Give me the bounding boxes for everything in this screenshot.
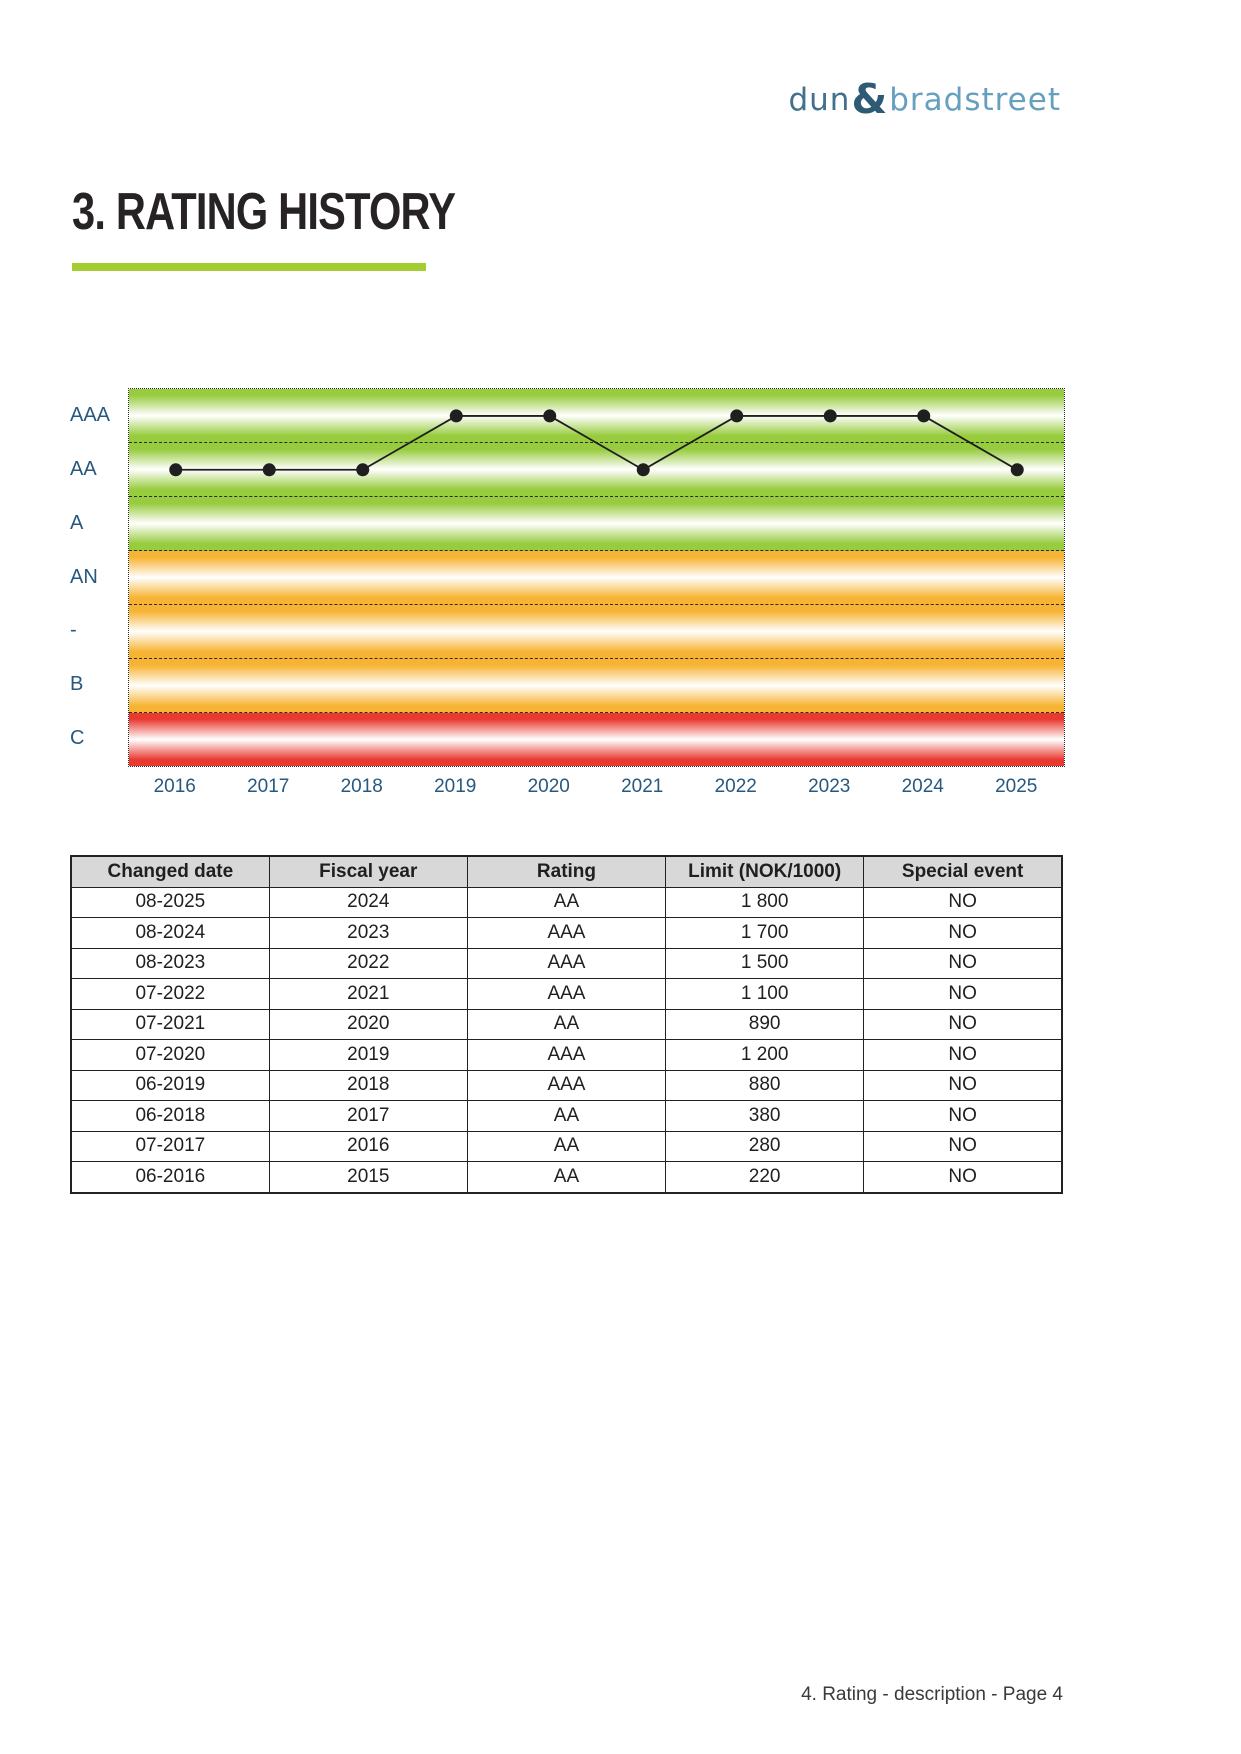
column-header: Rating xyxy=(467,856,665,887)
column-header: Limit (NOK/1000) xyxy=(666,856,864,887)
y-axis-label: AA xyxy=(70,457,97,480)
x-axis-label: 2019 xyxy=(434,776,477,797)
dun-bradstreet-logo xyxy=(788,72,1061,123)
table-cell: NO xyxy=(864,887,1062,918)
table-cell: 2018 xyxy=(269,1070,467,1101)
table-cell: 1 700 xyxy=(666,918,864,949)
table-cell: 2015 xyxy=(269,1162,467,1193)
table-cell: AA xyxy=(467,1131,665,1162)
table-cell: AAA xyxy=(467,1070,665,1101)
rating-band xyxy=(129,551,1064,605)
title-accent-bar xyxy=(72,263,426,271)
column-header: Changed date xyxy=(71,856,269,887)
x-axis-label: 2022 xyxy=(714,776,757,797)
table-cell: NO xyxy=(864,979,1062,1010)
y-axis-label: A xyxy=(70,511,84,534)
table-row xyxy=(71,1040,1062,1071)
rating-bands xyxy=(129,389,1064,766)
chart-x-axis xyxy=(128,774,1063,800)
rating-band xyxy=(129,605,1064,659)
table-row xyxy=(71,979,1062,1010)
table-cell: 06-2018 xyxy=(71,1101,269,1132)
table-cell: AAA xyxy=(467,979,665,1010)
page-title: 3. RATING HISTORY xyxy=(72,183,456,241)
table-cell: NO xyxy=(864,1040,1062,1071)
rating-history-table xyxy=(70,855,1063,1194)
table-cell: NO xyxy=(864,1070,1062,1101)
table-row xyxy=(71,1070,1062,1101)
y-axis-label: - xyxy=(70,619,77,642)
table-cell: NO xyxy=(864,948,1062,979)
column-header: Special event xyxy=(864,856,1062,887)
table-cell: 220 xyxy=(666,1162,864,1193)
table-cell: AA xyxy=(467,887,665,918)
x-axis-label: 2025 xyxy=(995,776,1038,797)
table-header-row xyxy=(71,856,1062,887)
logo-bradstreet-text: bradstreet xyxy=(889,82,1061,118)
rating-band xyxy=(129,389,1064,443)
y-axis-label: C xyxy=(70,727,85,750)
table-cell: 2021 xyxy=(269,979,467,1010)
y-axis-label: AN xyxy=(70,565,98,588)
table-row xyxy=(71,1131,1062,1162)
table-cell: 1 500 xyxy=(666,948,864,979)
table-cell: 380 xyxy=(666,1101,864,1132)
table-cell: 07-2021 xyxy=(71,1009,269,1040)
table-cell: 06-2016 xyxy=(71,1162,269,1193)
table-cell: NO xyxy=(864,1162,1062,1193)
table-cell: AA xyxy=(467,1162,665,1193)
table-row xyxy=(71,1009,1062,1040)
rating-band xyxy=(129,443,1064,497)
table-cell: 2022 xyxy=(269,948,467,979)
table-cell: 08-2023 xyxy=(71,948,269,979)
table-cell: NO xyxy=(864,918,1062,949)
table-cell: 1 100 xyxy=(666,979,864,1010)
table-row xyxy=(71,948,1062,979)
rating-band xyxy=(129,713,1064,766)
table-row xyxy=(71,918,1062,949)
table-cell: AAA xyxy=(467,918,665,949)
table-cell: 2017 xyxy=(269,1101,467,1132)
table-cell: NO xyxy=(864,1131,1062,1162)
table-cell: 2020 xyxy=(269,1009,467,1040)
y-axis-label: AAA xyxy=(70,403,111,426)
table-cell: AA xyxy=(467,1101,665,1132)
x-axis-label: 2021 xyxy=(621,776,664,797)
table-cell: 07-2017 xyxy=(71,1131,269,1162)
table-cell: 2023 xyxy=(269,918,467,949)
x-axis-label: 2020 xyxy=(527,776,570,797)
x-axis-label: 2016 xyxy=(153,776,196,797)
table-cell: 1 200 xyxy=(666,1040,864,1071)
x-axis-label: 2018 xyxy=(340,776,383,797)
table-row xyxy=(71,1162,1062,1193)
table-cell: NO xyxy=(864,1101,1062,1132)
y-axis-label: B xyxy=(70,673,84,696)
logo-ampersand-icon: & xyxy=(851,75,889,123)
table-body xyxy=(71,887,1062,1193)
table-cell: 1 800 xyxy=(666,887,864,918)
table-cell: 07-2020 xyxy=(71,1040,269,1071)
table-cell: 880 xyxy=(666,1070,864,1101)
table-cell: 2024 xyxy=(269,887,467,918)
rating-history-chart xyxy=(128,388,1065,767)
page-footer: 4. Rating - description - Page 4 xyxy=(801,1684,1063,1705)
logo-dun-text: dun xyxy=(788,82,851,118)
x-axis-label: 2023 xyxy=(808,776,851,797)
table-cell: AA xyxy=(467,1009,665,1040)
table-cell: AAA xyxy=(467,1040,665,1071)
table-row xyxy=(71,1101,1062,1132)
column-header: Fiscal year xyxy=(269,856,467,887)
table-cell: 07-2022 xyxy=(71,979,269,1010)
table-cell: 2019 xyxy=(269,1040,467,1071)
table-cell: NO xyxy=(864,1009,1062,1040)
table-cell: 06-2019 xyxy=(71,1070,269,1101)
rating-band xyxy=(129,497,1064,551)
rating-band xyxy=(129,659,1064,713)
table-cell: 890 xyxy=(666,1009,864,1040)
table-cell: 2016 xyxy=(269,1131,467,1162)
table-cell: 08-2024 xyxy=(71,918,269,949)
table-cell: AAA xyxy=(467,948,665,979)
table-cell: 280 xyxy=(666,1131,864,1162)
x-axis-label: 2024 xyxy=(901,776,944,797)
chart-y-axis xyxy=(70,388,126,765)
table-row xyxy=(71,887,1062,918)
x-axis-label: 2017 xyxy=(247,776,290,797)
table-cell: 08-2025 xyxy=(71,887,269,918)
